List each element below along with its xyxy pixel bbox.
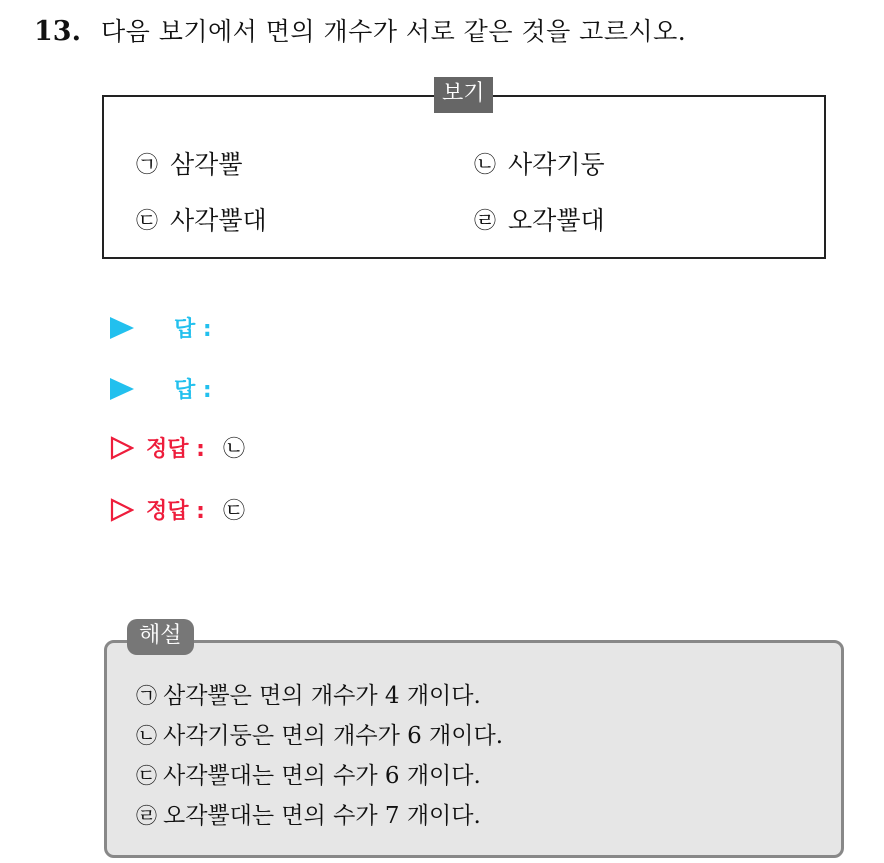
correct-answer-value: ㉡	[222, 437, 245, 462]
bogi-item	[136, 201, 267, 237]
question	[34, 12, 686, 48]
bogi-item	[136, 145, 242, 181]
explanation-line	[136, 796, 503, 836]
answer-blank-row	[110, 312, 212, 343]
bogi-box	[102, 81, 826, 259]
bogi-item-label: 사각뿔대	[170, 206, 267, 235]
correct-answer-label: 정답 :	[146, 499, 205, 524]
bogi-item-marker: ㉢	[136, 208, 159, 234]
correct-answer-row	[110, 494, 245, 525]
explanation-text: 삼각뿔은 면의 개수가 4 개이다.	[163, 683, 481, 709]
question-number: 13.	[34, 16, 81, 47]
bogi-item-label: 삼각뿔	[170, 150, 243, 179]
filled-triangle-icon	[110, 378, 134, 400]
outline-triangle-icon	[110, 436, 134, 460]
bogi-item-marker: ㉡	[474, 152, 497, 178]
answer-label: 답 :	[174, 317, 212, 342]
bogi-item-label: 사각기둥	[508, 150, 605, 179]
explanation-marker: ㉡	[136, 724, 157, 748]
explanation-marker: ㉢	[136, 764, 157, 788]
explanation-title: 해설	[127, 619, 194, 655]
bogi-item-marker: ㉣	[474, 208, 497, 234]
explanation-text: 사각뿔대는 면의 수가 6 개이다.	[163, 763, 481, 789]
outline-triangle-icon	[110, 498, 134, 522]
correct-answer-label: 정답 :	[146, 437, 205, 462]
explanation-line	[136, 676, 503, 716]
correct-answer-value: ㉢	[222, 499, 245, 524]
bogi-title: 보기	[434, 77, 493, 113]
correct-answer-row	[110, 432, 245, 463]
bogi-item	[474, 145, 605, 181]
answer-blank-row	[110, 373, 212, 404]
filled-triangle-icon	[110, 317, 134, 339]
explanation-line	[136, 716, 503, 756]
explanation-lines	[136, 676, 503, 836]
explanation-text: 사각기둥은 면의 개수가 6 개이다.	[163, 723, 504, 749]
explanation-marker: ㉣	[136, 804, 157, 828]
explanation-line	[136, 756, 503, 796]
answer-label: 답 :	[174, 378, 212, 403]
bogi-item-marker: ㉠	[136, 152, 159, 178]
bogi-item-label: 오각뿔대	[508, 206, 605, 235]
explanation-text: 오각뿔대는 면의 수가 7 개이다.	[163, 803, 481, 829]
bogi-item	[474, 201, 605, 237]
question-text: 다음 보기에서 면의 개수가 서로 같은 것을 고르시오.	[100, 17, 687, 46]
explanation-marker: ㉠	[136, 684, 157, 708]
